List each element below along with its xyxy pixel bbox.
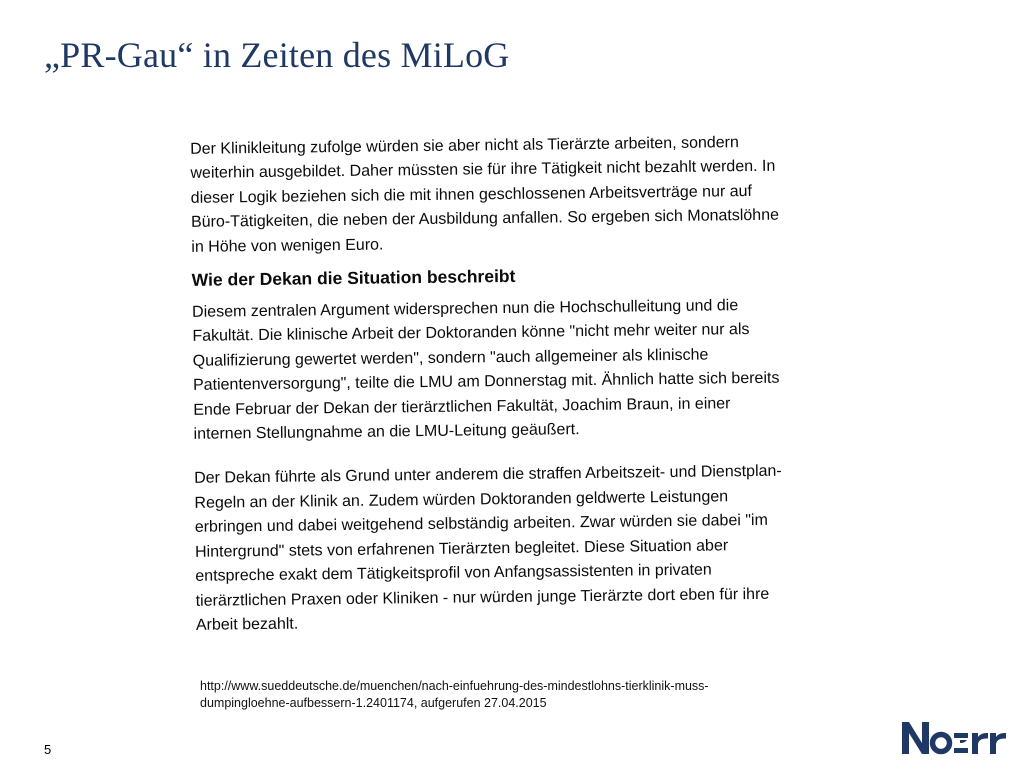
- text-line: Der Klinikleitung zufolge würden sie aber nicht als Tierärzte arbeiten, sondern: [190, 134, 739, 158]
- text-line: Regeln an der Klinik an. Zudem würden Doktoranden geldwerte Leistungen: [194, 488, 729, 512]
- text-line: internen Stellungnahme an die LMU-Leitung geäußert.: [193, 421, 580, 443]
- text-line: Büro-Tätigkeiten, die neben der Ausbildung anfallen. So ergeben sich Monatslöhne: [190, 206, 780, 232]
- text-line: Ende Februar der Dekan der tierärztlichen Fakultät, Joachim Braun, in einer: [193, 394, 731, 419]
- text-line: dieser Logik beziehen sich die mit ihnen geschlossenen Arbeitsverträge nur auf: [190, 182, 753, 207]
- text-line: erbringen und dabei weitgehend selbständig arbeiten. Zwar würden sie dabei "im: [194, 512, 768, 537]
- source-url-line-2: dumpingloehne-aufbessern-1.2401174, aufgerufen 27.04.2015: [200, 695, 547, 710]
- text-line: in Höhe von wenigen Euro.: [191, 236, 384, 256]
- text-line: weiterhin ausgebildet. Daher müssten sie für ihre Tätigkeit nicht bezahlt werden. In: [190, 158, 776, 183]
- article-subheading: Wie der Dekan die Situation beschreibt: [191, 265, 516, 290]
- scanned-article-excerpt: [178, 130, 844, 638]
- page-number: 5: [44, 742, 52, 757]
- article-paragraph-3: [194, 460, 828, 639]
- slide-title: „PR-Gau“ in Zeiten des MiLoG: [44, 35, 510, 75]
- text-line: Fakultät. Die klinische Arbeit der Doktoranden könne "nicht mehr weiter nur als: [192, 321, 750, 346]
- source-citation: [200, 678, 709, 711]
- text-line: Arbeit bezahlt.: [195, 615, 299, 634]
- text-line: entspreche exakt dem Tätigkeitsprofil von Anfangsassistenten in privaten: [195, 561, 712, 585]
- text-line: Diesem zentralen Argument widersprechen nun die Hochschulleitung und die: [192, 297, 739, 321]
- text-line: Der Dekan führte als Grund unter anderem die straffen Arbeitszeit- und Dienstplan-: [194, 463, 782, 488]
- text-line: Hintergrund" stets von erfahrenen Tierärzten begleitet. Diese Situation aber: [194, 536, 729, 561]
- article-paragraph-2: [192, 293, 826, 447]
- text-line: Qualifizierung gewertet werden", sondern "auch allgemeiner als klinische: [192, 346, 709, 370]
- text-line: tierärztlichen Praxen oder Kliniken - nur würden junge Tierärzte dort eben für ihre: [195, 585, 770, 610]
- text-line: Patientenversorgung", teilte die LMU am Donnerstag mit. Ähnlich hatte sich bereits: [192, 369, 780, 395]
- noerr-logo: [900, 716, 1008, 758]
- source-url-line-1: http://www.sueddeutsche.de/muenchen/nach-einfuehrung-des-mindestlohns-tierklinik-muss-: [200, 679, 709, 693]
- article-paragraph-1: [190, 130, 823, 260]
